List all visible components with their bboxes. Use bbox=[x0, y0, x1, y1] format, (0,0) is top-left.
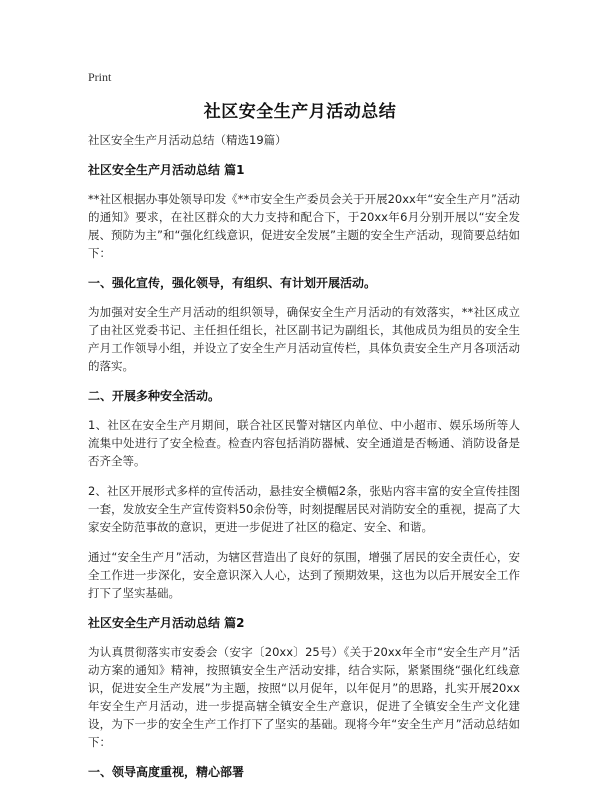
paragraph-summary: 通过“安全生产月”活动，为辖区营造出了良好的氛围，增强了居民的安全责任心，安全工作进一步深化，安全意识深入人心，达到了预期效果，这也为以后开展安全工作打下了坚实基础。 bbox=[88, 550, 520, 600]
section-heading-1: 一、强化宣传，强化领导，有组织、有计划开展活动。 bbox=[88, 276, 377, 290]
paragraph-intro: **社区根据办事处领导印发《**市安全生产委员会关于开展20xx年“安全生产月”活动的通知》要求，在社区群众的大力支持和配合下，于20xx年6月分别开展以“安全发展、预防为主”和“强化红线意识，促进安全发展”主题的安全生产活动，现简要总结如下： bbox=[88, 192, 520, 260]
article-heading-1: 社区安全生产月活动总结 篇1 bbox=[88, 163, 245, 177]
section-heading-3: 一、领导高度重视，精心部署 bbox=[88, 765, 245, 779]
paragraph-organization: 为加强对安全生产月活动的组织领导，确保安全生产月活动的有效落实，**社区成立了由社区党委书记、主任担任组长，社区副书记为副组长，其他成员为组员的安全生产月工作领导小组，并设立了安全生产月活动宣传栏，具体负责安全生产月各项活动的落实。 bbox=[88, 305, 520, 373]
document-subtitle: 社区安全生产月活动总结（精选19篇） bbox=[88, 133, 287, 147]
article-heading-2: 社区安全生产月活动总结 篇2 bbox=[88, 616, 245, 630]
section-heading-2: 二、开展多种安全活动。 bbox=[88, 389, 221, 403]
paragraph-inspection: 1、社区在安全生产月期间，联合社区民警对辖区内单位、中小超市、娱乐场所等人流集中处进行了安全检查。检查内容包括消防器械、安全通道是否畅通、消防设备是否齐全等。 bbox=[88, 418, 520, 468]
paragraph-implementation: 为认真贯彻落实市安委会（安字〔20xx〕25号）《关于20xx年全市“安全生产月”活动方案的通知》精神，按照镇安全生产活动安排，结合实际，紧紧围绕“强化红线意识，促进安全生产发展”为主题，按照“以月促年，以年促月”的思路，扎实开展20xx年安全生产月活动，进一步提高辖全镇安全生产意识，促进了全镇安全生产文化建设，为下一步的安全生产工作打下了坚实的基础。现将今年“安全生产月”活动总结如下： bbox=[88, 645, 520, 749]
paragraph-publicity: 2、社区开展形式多样的宣传活动，悬挂安全横幅2条，张贴内容丰富的安全宣传挂图一套，发放安全生产宣传资料50余份等，时刻提醒居民对消防安全的重视，提高了大家安全防范事故的意识，更进一步促进了社区的稳定、安全、和谐。 bbox=[88, 484, 520, 534]
print-label: Print bbox=[88, 70, 112, 84]
document-title: 社区安全生产月活动总结 bbox=[203, 102, 397, 122]
document-body bbox=[88, 131, 520, 792]
